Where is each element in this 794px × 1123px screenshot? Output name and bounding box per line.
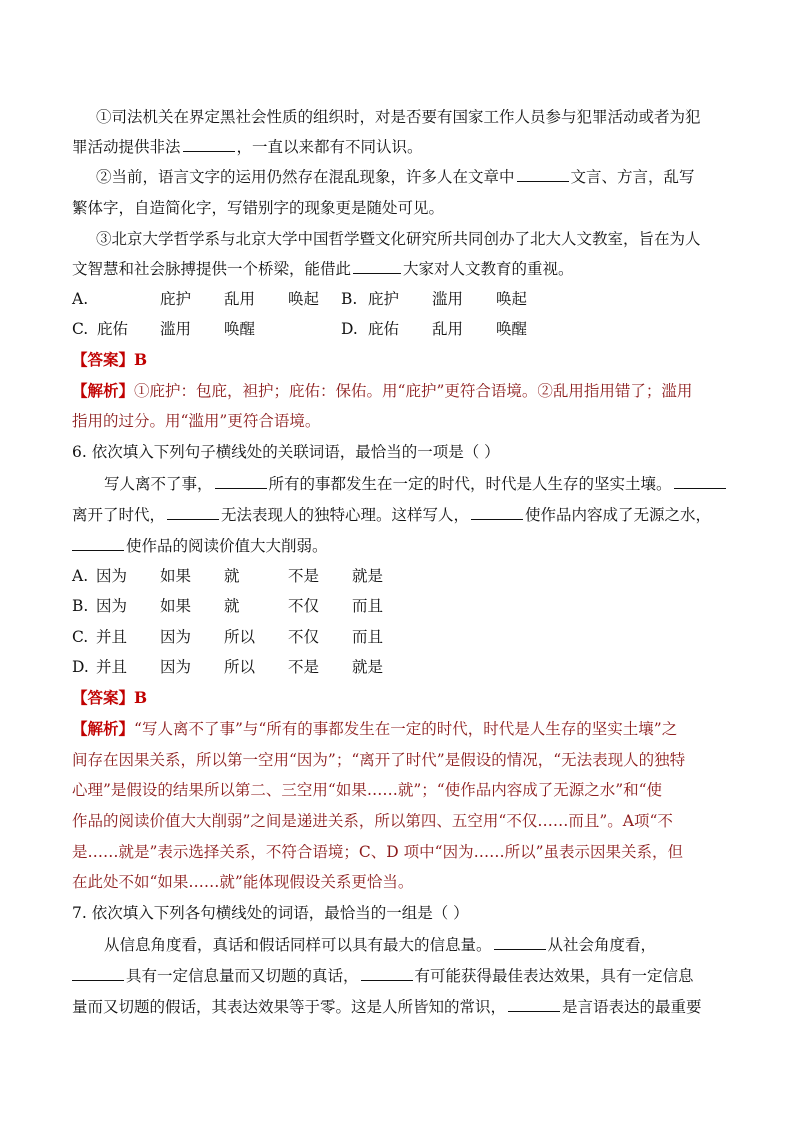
option-word: 因为 [160, 658, 192, 676]
option-word: 就 [224, 567, 240, 585]
option-key: D. [72, 658, 89, 676]
q6-answer: 【答案】B [72, 688, 148, 707]
fill-blank [183, 137, 235, 152]
option-word: 庇护 [160, 290, 192, 308]
option-word: 而且 [352, 628, 384, 646]
option-key: D. [341, 320, 358, 338]
fill-blank [353, 259, 401, 274]
q5-answer: 【答案】B [72, 350, 148, 369]
q5-analysis-line-1: 【解析】①庇护：包庇，袒护；庇佑：保佑。用“庇护”更符合语境。②乱用指用错了；滥用 [72, 381, 693, 400]
q6-analysis-line-5: 是……就是”表示选择关系，不符合语境；C、D 项中“因为……所以”虽表示因果关系，但 [72, 843, 683, 861]
option-word: 就是 [352, 567, 384, 585]
option-key: C. [72, 320, 89, 338]
q6-stem: 6. 依次填入下列句子横线处的关联词语，最恰当的一项是（ ） [72, 443, 500, 461]
option-word: 因为 [96, 567, 128, 585]
option-word: 所以 [224, 628, 256, 646]
option-word: 滥用 [160, 320, 192, 338]
option-word: 不仅 [288, 628, 320, 646]
fill-blank [674, 474, 726, 489]
fill-blank [72, 536, 124, 551]
fill-blank [361, 966, 413, 981]
q6-analysis-line-6: 在此处不如“如果……就”能体现假设关系更恰当。 [72, 873, 414, 891]
q5-sentence-3-line-1: ③北京大学哲学系与北京大学中国哲学暨文化研究所共同创办了北大人文教室，旨在为人 [96, 230, 701, 248]
option-key: B. [341, 290, 358, 308]
q6-analysis-line-2: 间存在因果关系，所以第一空用“因为”；“离开了时代”是假设的情况，“无法表现人的独特 [72, 751, 686, 769]
q7-passage-line-3: 量而又切题的假话，其表达效果等于零。这是人所皆知的常识， 是言语表达的最重要 [72, 998, 702, 1016]
q5-sentence-2-line-2: 繁体字，自造简化字，写错别字的现象更是随处可见。 [72, 199, 445, 217]
option-key: A. [72, 567, 89, 585]
q6-passage-line-1: 写人离不了事， 所有的事都发生在一定的时代，时代是人生存的坚实土壤。 [104, 474, 728, 494]
option-word: 唤醒 [224, 320, 256, 338]
fill-blank [494, 935, 546, 950]
q5-sentence-1-line-2: 罪活动提供非法 ，一直以来都有不同认识。 [72, 138, 423, 156]
option-word: 因为 [160, 628, 192, 646]
q6-analysis-line-1: 【解析】“写人离不了事”与“所有的事都发生在一定的时代，时代是人生存的坚实土壤”之 [72, 719, 678, 738]
option-word: 乱用 [224, 290, 256, 308]
option-word: 庇护 [368, 290, 400, 308]
option-word: 庇佑 [97, 320, 129, 338]
option-word: 唤醒 [496, 320, 528, 338]
fill-blank [167, 505, 219, 520]
q5-analysis-line-2: 指用的过分。用“滥用”更符合语境。 [72, 412, 321, 430]
fill-blank [72, 966, 124, 981]
option-word: 所以 [224, 658, 256, 676]
fill-blank [517, 167, 569, 182]
q6-passage-line-3: 使作品的阅读价值大大削弱。 [72, 536, 328, 556]
option-word: 唤起 [288, 290, 320, 308]
option-word: 乱用 [432, 320, 464, 338]
option-word: 不仅 [288, 597, 320, 615]
option-key: B. [72, 597, 89, 615]
option-word: 就 [224, 597, 240, 615]
q5-sentence-1-line-1: ①司法机关在界定黑社会性质的组织时，对是否要有国家工作人员参与犯罪活动或者为犯 [96, 108, 701, 126]
q7-stem: 7. 依次填入下列各句横线处的词语，最恰当的一组是（ ） [72, 904, 469, 922]
q6-passage-line-2: 离开了时代， 无法表现人的独特心理。这样写人， 使作品内容成了无源之水， [72, 506, 712, 524]
q6-analysis-line-3: 心理”是假设的结果所以第二、三空用“如果……就”；“使作品内容成了无源之水”和“使 [72, 781, 663, 799]
option-word: 而且 [352, 597, 384, 615]
option-word: 不是 [288, 567, 320, 585]
option-word: 就是 [352, 658, 384, 676]
q5-sentence-3-line-2: 文智慧和社会脉搏提供一个桥梁，能借此 大家对人文教育的重视。 [72, 260, 574, 278]
fill-blank [508, 997, 560, 1012]
option-word: 庇佑 [368, 320, 400, 338]
option-word: 并且 [96, 658, 128, 676]
q7-passage-line-2: 具有一定信息量而又切题的真话， 有可能获得最佳表达效果，具有一定信息 [72, 966, 694, 986]
option-word: 唤起 [496, 290, 528, 308]
fill-blank [215, 474, 267, 489]
q6-analysis-line-4: 作品的阅读价值大大削弱”之间是递进关系，所以第四、五空用“不仅……而且”。A项“不 [72, 812, 673, 830]
option-word: 如果 [160, 597, 192, 615]
option-word: 因为 [96, 597, 128, 615]
option-word: 并且 [96, 628, 128, 646]
fill-blank [471, 505, 523, 520]
q7-passage-line-1: 从信息角度看，真话和假话同样可以具有最大的信息量。 从社会角度看， [104, 936, 657, 954]
option-word: 如果 [160, 567, 192, 585]
q5-sentence-2-line-1: ②当前，语言文字的运用仍然存在混乱现象，许多人在文章中 文言、方言，乱写 [96, 168, 695, 186]
option-key: C. [72, 628, 89, 646]
option-key: A. [72, 290, 89, 308]
option-word: 滥用 [432, 290, 464, 308]
option-word: 不是 [288, 658, 320, 676]
